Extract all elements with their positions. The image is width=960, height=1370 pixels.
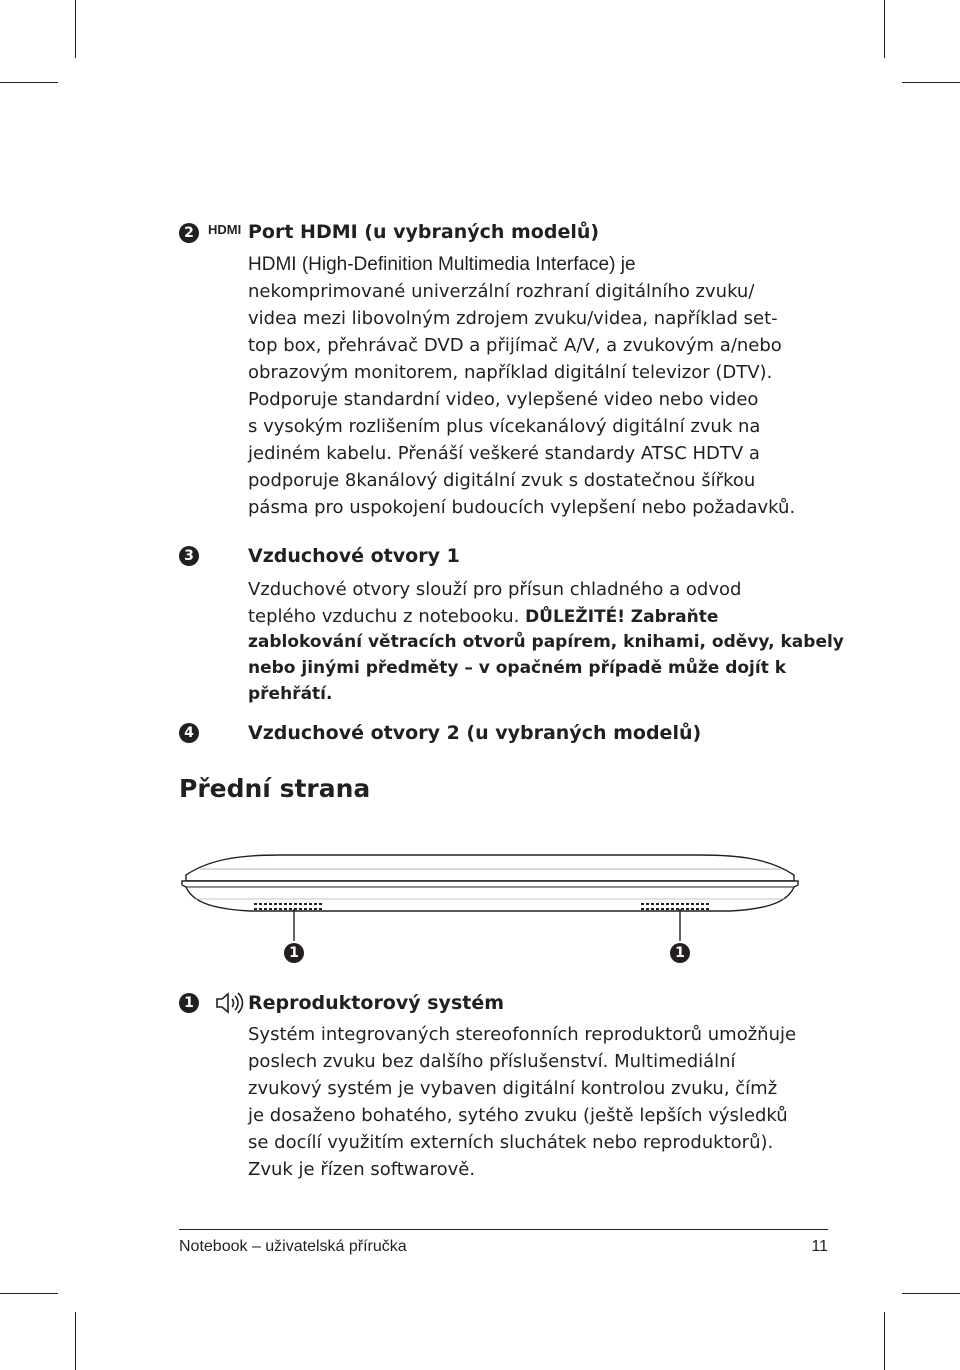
hdmi-icon: HDMI bbox=[208, 222, 242, 237]
text-line: podporuje 8kanálový digitální zvuk s dostatečnou šířkou bbox=[248, 470, 756, 491]
text-line: je dosaženo bohatého, sytého zvuku (ještě lepších výsledků bbox=[248, 1105, 788, 1126]
hdmi-description bbox=[248, 251, 848, 521]
text-line: pásma pro uspokojení budoucích vylepšení nebo požadavků. bbox=[248, 497, 796, 518]
warning-line: zablokování větracích otvorů papírem, knihami, oděvy, kabely bbox=[248, 632, 844, 652]
laptop-lid bbox=[186, 855, 794, 881]
item-number-badge: 3 bbox=[179, 546, 199, 566]
callout-badge-left: 1 bbox=[284, 943, 304, 963]
text-line: Zvuk je řízen softwarově. bbox=[248, 1159, 476, 1180]
laptop-front-view-diagram bbox=[170, 825, 810, 975]
item-number-badge: 1 bbox=[179, 993, 199, 1013]
crop-mark bbox=[902, 1293, 960, 1294]
text-fragment: teplého vzduchu z notebooku. bbox=[248, 606, 520, 627]
text-line: nekomprimované univerzální rozhraní digitálního zvuku/ bbox=[248, 281, 755, 302]
warning-text-block bbox=[248, 629, 844, 707]
text-line: zvukový systém je vybaven digitální kontrolou zvuku, čímž bbox=[248, 1078, 778, 1099]
warning-text: Zabraňte bbox=[630, 607, 719, 627]
speaker-system-heading: Reproduktorový systém bbox=[248, 992, 505, 1014]
laptop-base bbox=[182, 881, 798, 911]
text-line: Podporuje standardní video, vylepšené video nebo video bbox=[248, 389, 759, 410]
crop-mark bbox=[884, 0, 885, 58]
footer-title: Notebook – uživatelská příručka bbox=[179, 1238, 407, 1255]
hdmi-port-heading: Port HDMI (u vybraných modelů) bbox=[248, 221, 600, 243]
text-line: HDMI (High-Definition Multimedia Interface) je bbox=[248, 254, 636, 275]
crop-mark bbox=[884, 1312, 885, 1370]
crop-mark bbox=[0, 1293, 58, 1294]
crop-mark bbox=[0, 82, 58, 83]
text-line: se docílí využitím externích sluchátek nebo reproduktorů). bbox=[248, 1132, 774, 1153]
air-vents-2-heading: Vzduchové otvory 2 (u vybraných modelů) bbox=[248, 722, 702, 744]
warning-line: přehřátí. bbox=[248, 684, 333, 704]
text-line: top box, přehrávač DVD a přijímač A/V, a zvukovým a/nebo bbox=[248, 335, 782, 356]
text-line bbox=[248, 603, 848, 630]
speaker-system-description bbox=[248, 1021, 848, 1183]
crop-mark bbox=[75, 1312, 76, 1370]
callout-badge-right: 1 bbox=[670, 943, 690, 963]
speaker-icon bbox=[214, 990, 244, 1016]
text-line: jediném kabelu. Přenáší veškeré standardy ATSC HDTV a bbox=[248, 443, 760, 464]
item-number-badge: 2 bbox=[179, 223, 199, 243]
text-line: Vzduchové otvory slouží pro přísun chladného a odvod bbox=[248, 579, 742, 600]
air-vents-1-description bbox=[248, 576, 848, 630]
air-vents-1-heading: Vzduchové otvory 1 bbox=[248, 545, 460, 567]
important-label: DŮLEŽITÉ! bbox=[525, 607, 626, 627]
page-number: 11 bbox=[811, 1238, 828, 1255]
text-line: obrazovým monitorem, například digitální televizor (DTV). bbox=[248, 362, 773, 383]
section-title: Přední strana bbox=[179, 774, 371, 803]
text-line: Systém integrovaných stereofonních reproduktorů umožňuje bbox=[248, 1024, 797, 1045]
text-line: s vysokým rozlišením plus vícekanálový digitální zvuk na bbox=[248, 416, 761, 437]
text-line: videa mezi libovolným zdrojem zvuku/videa, například set- bbox=[248, 308, 778, 329]
item-number-badge: 4 bbox=[179, 723, 199, 743]
crop-mark bbox=[902, 82, 960, 83]
crop-mark bbox=[75, 0, 76, 58]
warning-line: nebo jinými předměty – v opačném případě může dojít k bbox=[248, 658, 787, 678]
footer-rule bbox=[179, 1229, 828, 1230]
text-line: poslech zvuku bez dalšího příslušenství. Multimediální bbox=[248, 1051, 736, 1072]
